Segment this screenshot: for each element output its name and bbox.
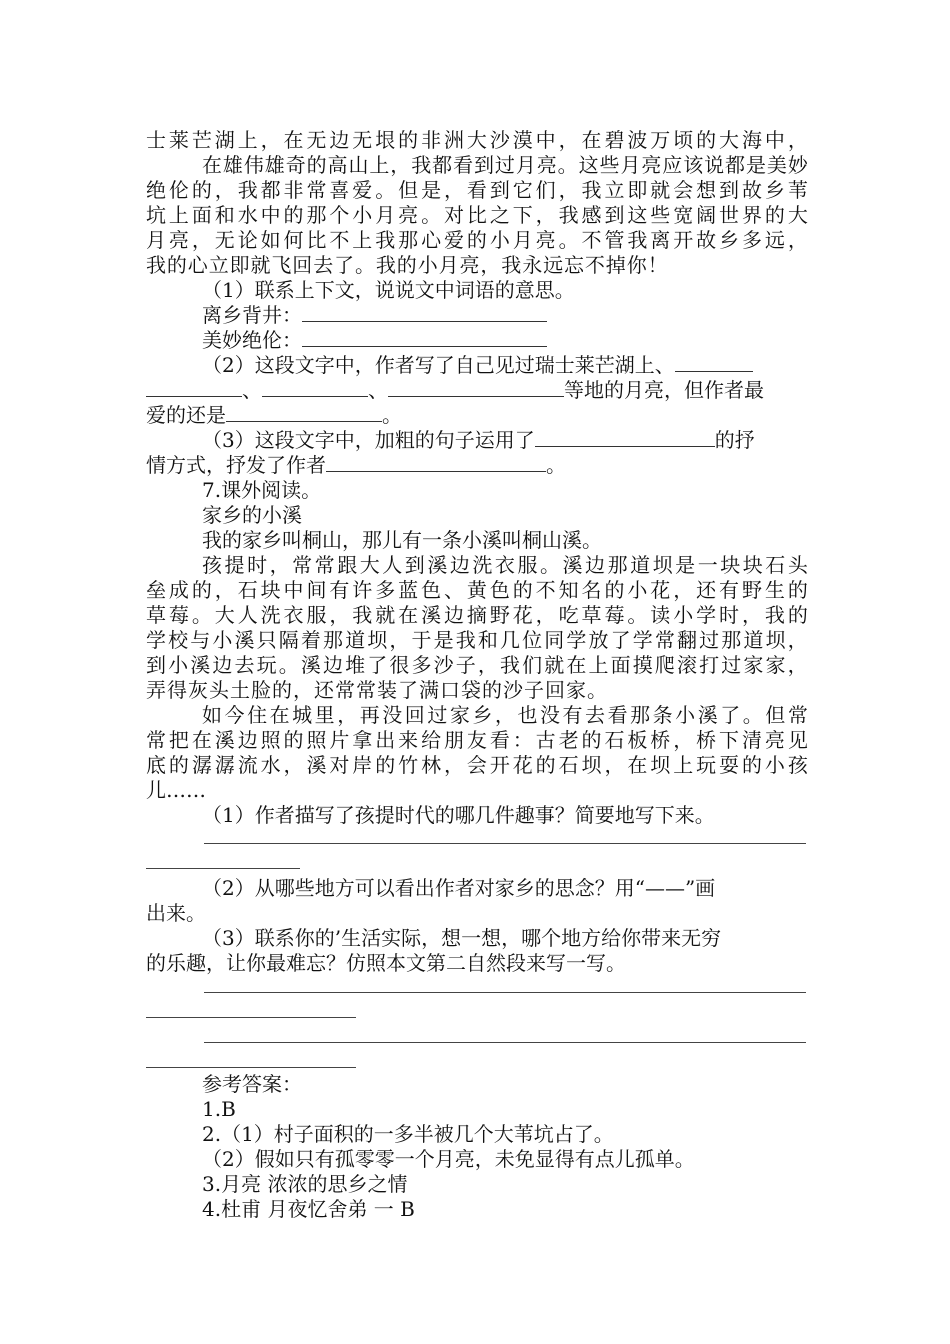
paragraph-2-line: 孩 提 时 ， 常 常 跟 大 人 到 溪 边 洗 衣 服 。 溪 边 那 道 坝 是 一 块 块 石 头	[202, 553, 808, 577]
answer-line	[204, 843, 806, 844]
answer-blank	[302, 304, 547, 322]
answer-2-1: 2.（1）村子面积的一多半被几个大苇坑占了。	[202, 1122, 614, 1146]
question-7-2-cont: 出来。	[146, 901, 206, 925]
question-6-1: （1）联系上下文，说说文中词语的意思。	[202, 278, 575, 302]
paragraph-3-line: 儿……	[146, 778, 206, 802]
paragraph-2-line: 学 校 与 小 溪 只 隔 着 那 道 坝 ， 于 是 我 和 几 位 同 学 放 了 学 常 翻 过 那 道 坝 ，	[146, 628, 808, 652]
term-line-1	[202, 303, 547, 327]
question-6-3: （3）这段文字中，加粗的句子运用了 的抒	[202, 428, 755, 452]
answer-line	[204, 1042, 806, 1043]
question-6-2-end: 爱的还是 。	[146, 403, 402, 427]
answer-blank	[388, 379, 564, 397]
paragraph-2-line: 弄得灰头土脸的，还常常装了满口袋的沙子回家。	[146, 678, 608, 702]
answer-blank	[326, 454, 546, 472]
term-line-2	[202, 328, 547, 352]
answer-line	[146, 1017, 356, 1018]
paragraph-2-line: 草 莓 。 大 人 洗 衣 服 ， 我 就 在 溪 边 摘 野 花 ， 吃 草 莓 。 读 小 学 时 ， 我 的	[146, 603, 808, 627]
answer-line	[146, 868, 300, 869]
question-7-1: （1）作者描写了孩提时代的哪几件趣事？简要地写下来。	[202, 803, 715, 827]
answer-line	[146, 1067, 356, 1068]
passage-line: 在 雄 伟 雄 奇 的 高 山 上 ， 我 都 看 到 过 月 亮 。 这 些 月 亮 应 该 说 都 是 美 妙	[202, 153, 808, 177]
question-6-3-cont: 情方式，抒发了作者 。	[146, 453, 566, 477]
answers-heading: 参考答案：	[202, 1072, 302, 1096]
section-7-heading: 7.课外阅读。	[202, 478, 322, 502]
answer-4: 4.杜甫 月夜忆舍弟 一 B	[202, 1197, 415, 1221]
paragraph-3-line: 底 的 潺 潺 流 水 ， 溪 对 岸 的 竹 林 ， 会 开 花 的 石 坝 ， 在 坝 上 玩 耍 的 小 孩	[146, 753, 808, 777]
answer-line	[204, 992, 806, 993]
answer-1: 1.B	[202, 1097, 236, 1121]
answer-blank	[675, 354, 753, 372]
paragraph-1: 我的家乡叫桐山，那儿有一条小溪叫桐山溪。	[202, 528, 602, 552]
term-label: 离乡背井：	[202, 303, 302, 327]
passage-line: 坑 上 面 和 水 中 的 那 个 小 月 亮 。 对 比 之 下 ， 我 感 到 这 些 宽 阔 世 界 的 大	[146, 203, 808, 227]
question-7-3: （3）联系你的’生活实际，想一想，哪个地方给你带来无穷	[202, 926, 722, 950]
passage-line: 我的心立即就飞回去了。我的小月亮，我永远忘不掉你！	[146, 253, 669, 277]
answer-blank	[302, 329, 547, 347]
paragraph-3-line: 常 把 在 溪 边 照 的 照 片 拿 出 来 给 朋 友 看 ： 古 老 的 石 板 桥 ， 桥 下 清 亮 见	[146, 728, 808, 752]
answer-blank	[146, 379, 242, 397]
answer-blank	[535, 429, 715, 447]
passage-line: 士 莱 芒 湖 上 ， 在 无 边 无 垠 的 非 洲 大 沙 漠 中 ， 在 碧 波 万 顷 的 大 海 中 ，	[146, 128, 808, 152]
paragraph-3-line: 如 今 住 在 城 里 ， 再 没 回 过 家 乡 ， 也 没 有 去 看 那 条 小 溪 了 。 但 常	[202, 703, 808, 727]
answer-2-2: （2）假如只有孤零零一个月亮，未免显得有点儿孤单。	[202, 1147, 695, 1171]
answer-blank	[226, 404, 382, 422]
article-title: 家乡的小溪	[202, 503, 302, 527]
paragraph-2-line: 垒 成 的 ， 石 块 中 间 有 许 多 蓝 色 、 黄 色 的 不 知 名 的 小 花 ， 还 有 野 生 的	[146, 578, 808, 602]
question-6-2: （2）这段文字中，作者写了自己见过瑞士莱芒湖上、	[202, 353, 753, 377]
answer-3: 3.月亮 浓浓的思乡之情	[202, 1172, 408, 1196]
answer-blank	[262, 379, 368, 397]
question-7-2: （2）从哪些地方可以看出作者对家乡的思念？用“——”画	[202, 876, 716, 900]
passage-line: 月 亮 ， 无 论 如 何 比 不 上 我 那 心 爱 的 小 月 亮 。 不 管 我 离 开 故 乡 多 远 ，	[146, 228, 808, 252]
question-7-3-cont: 的乐趣，让你最难忘？仿照本文第二自然段来写一写。	[146, 951, 626, 975]
paragraph-2-line: 到 小 溪 边 去 玩 。 溪 边 堆 了 很 多 沙 子 ， 我 们 就 在 上 面 摸 爬 滚 打 过 家 家 ，	[146, 653, 808, 677]
passage-line: 绝 伦 的 ， 我 都 非 常 喜 爱 。 但 是 ， 看 到 它 们 ， 我 立 即 就 会 想 到 故 乡 苇	[146, 178, 808, 202]
term-label: 美妙绝伦：	[202, 328, 302, 352]
question-6-2-cont: 、 、 等地的月亮，但作者最	[146, 378, 764, 402]
